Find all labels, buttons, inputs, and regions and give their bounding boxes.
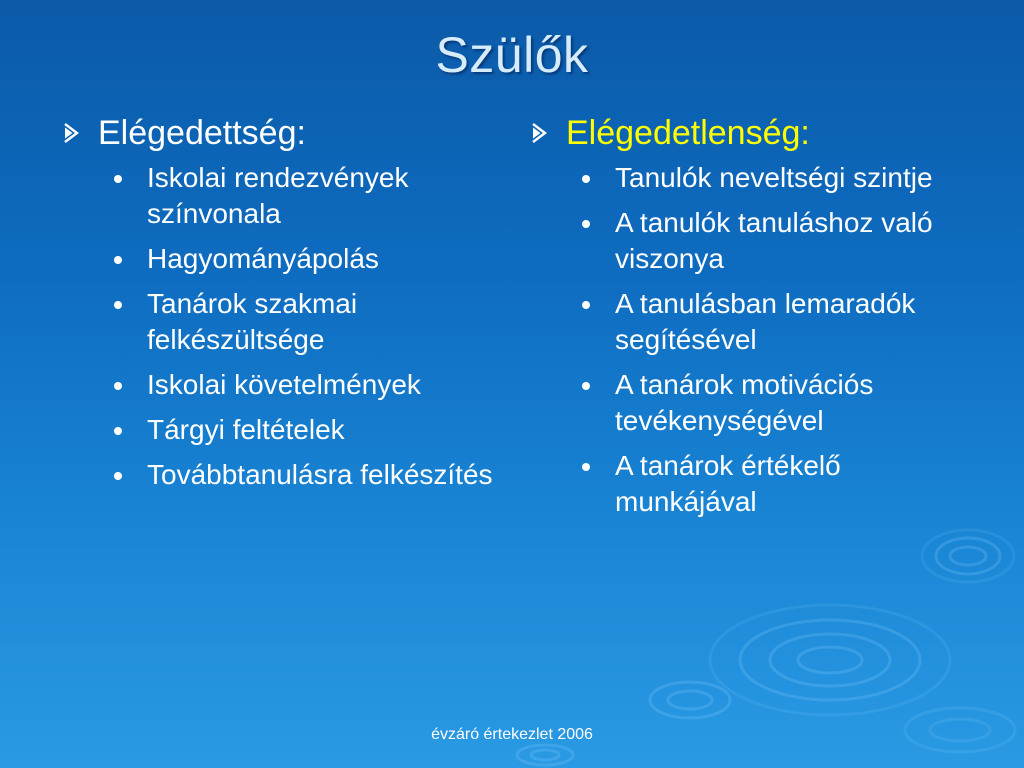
satisfaction-heading [60,112,500,154]
bullet-dot-icon [582,382,590,390]
arrow-right-icon [60,122,82,144]
list-item: Tanárok szakmai felkészültsége [114,286,500,358]
list-item: A tanulásban lemaradók segítésével [582,286,988,358]
bullet-dot-icon [114,301,122,309]
bullet-dot-icon [114,256,122,264]
list-item: Hagyományápolás [114,241,500,277]
list-item: A tanulók tanuláshoz való viszonya [582,205,988,277]
bullet-dot-icon [582,301,590,309]
dissatisfaction-list [528,160,988,520]
list-item: Továbbtanulásra felkészítés [114,457,500,493]
list-item: Tárgyi feltételek [114,412,500,448]
bullet-dot-icon [582,463,590,471]
footer-text: évzáró értekezlet 2006 [431,726,593,743]
list-item: A tanárok motivációs tevékenységével [582,367,988,439]
dissatisfaction-heading-label: Elégedetlenség: [566,114,810,152]
arrow-right-icon [528,122,550,144]
list-item: Iskolai követelmények [114,367,500,403]
satisfaction-column [60,112,500,502]
satisfaction-list [60,160,500,493]
slide-title: Szülők [435,27,589,83]
list-item: Tanulók neveltségi szintje [582,160,988,196]
satisfaction-heading-label: Elégedettség: [98,114,306,152]
dissatisfaction-heading [528,112,988,154]
bullet-dot-icon [582,175,590,183]
dissatisfaction-column [528,112,988,529]
bullet-dot-icon [582,220,590,228]
list-item: Iskolai rendezvények színvonala [114,160,500,232]
bullet-dot-icon [114,472,122,480]
bullet-dot-icon [114,382,122,390]
bullet-dot-icon [114,427,122,435]
bullet-dot-icon [114,175,122,183]
list-item: A tanárok értékelő munkájával [582,448,988,520]
